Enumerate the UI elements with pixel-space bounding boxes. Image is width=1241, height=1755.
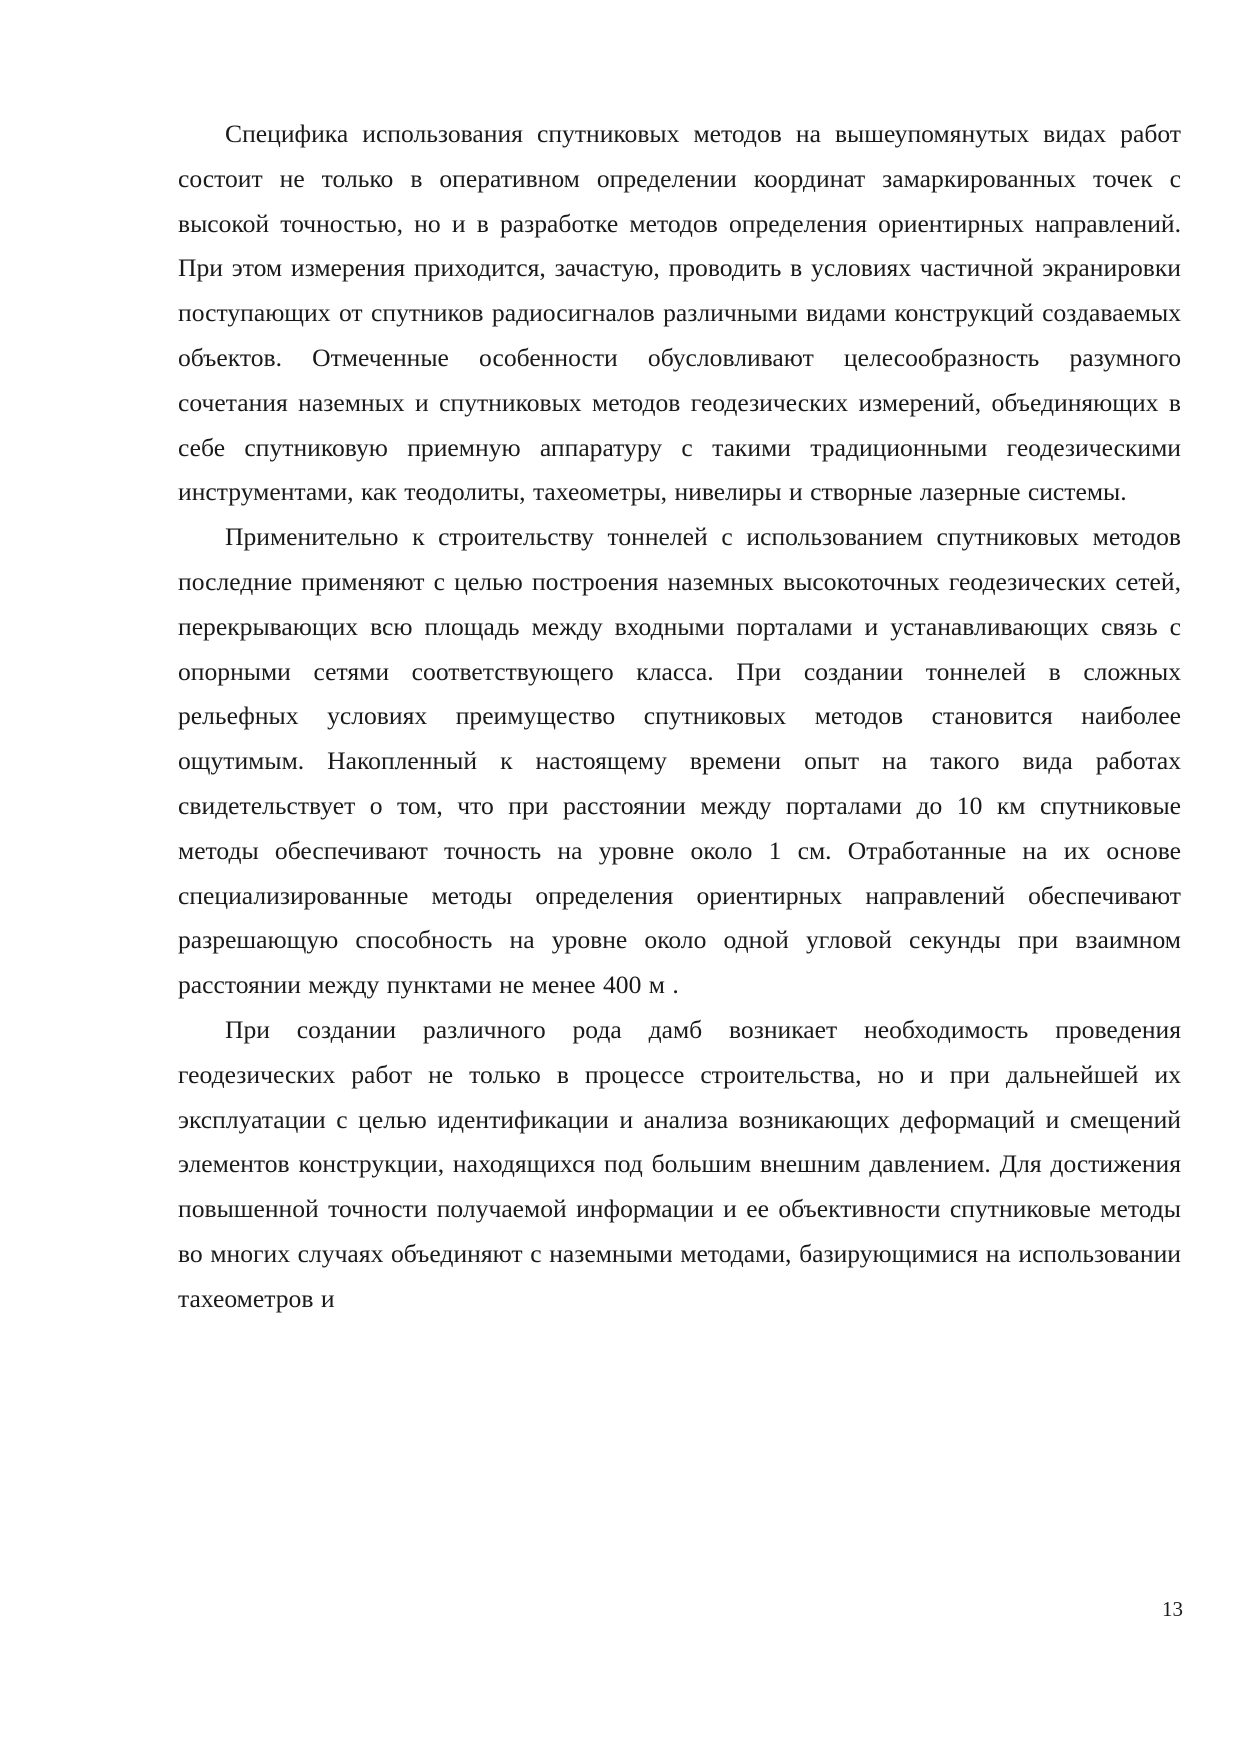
page-number: 13 xyxy=(1162,1597,1183,1621)
body-text xyxy=(178,112,1181,1322)
paragraph-1: Специфика использования спутниковых методов на вышеупомянутых видах работ состоит не только в оперативном определении координат замаркированных точек с высокой точностью, но и в разработке методов определения ориентирных направлений. При этом измерения приходится, зачастую, проводить в условиях частичной экранировки поступающих от спутников радиосигналов различными видами конструкций создаваемых объектов. Отмеченные особенности обусловливают целесообразность разумного сочетания наземных и спутниковых методов геодезических измерений, объединяющих в себе спутниковую приемную аппаратуру с такими традиционными геодезическими инструментами, как теодолиты, тахеометры, нивелиры и створные лазерные системы. xyxy=(178,119,1181,507)
paragraph-2: Применительно к строительству тоннелей с использованием спутниковых методов последние применяют с целью построения наземных высокоточных геодезических сетей, перекрывающих всю площадь между входными порталами и устанавливающих связь с опорными сетями соответствующего класса. При создании тоннелей в сложных рельефных условиях преимущество спутниковых методов становится наиболее ощутимым. Накопленный к настоящему времени опыт на такого вида работах свидетельствует о том, что при расстоянии между порталами до 10 км спутниковые методы обеспечивают точность на уровне около 1 см. Отработанные на их основе специализированные методы определения ориентирных направлений обеспечивают разрешающую способность на уровне около одной угловой секунды при взаимном расстоянии между пунктами не менее 400 м . xyxy=(178,522,1181,1000)
paragraph-3: При создании различного рода дамб возникает необходимость проведения геодезических работ не только в процессе строительства, но и при дальнейшей их эксплуатации с целью идентификации и анализа возникающих деформаций и смещений элементов конструкции, находящихся под большим внешним давлением. Для достижения повышенной точности получаемой информации и ее объективности спутниковые методы во многих случаях объединяют с наземными методами, базирующимися на использовании тахеометров и xyxy=(178,1014,1181,1313)
